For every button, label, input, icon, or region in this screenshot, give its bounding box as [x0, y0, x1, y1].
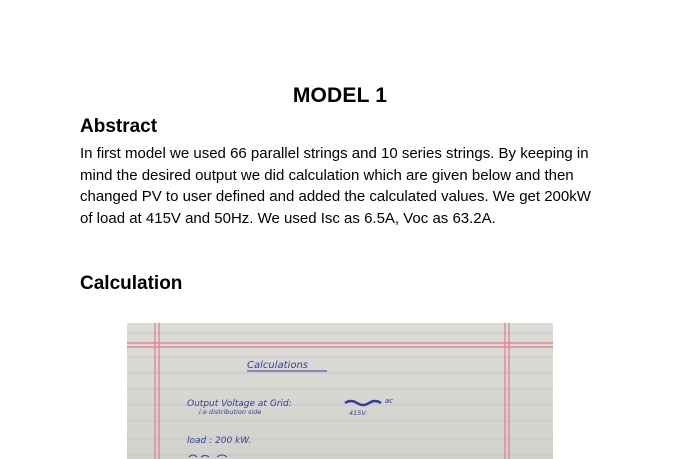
abstract-body: In first model we used 66 parallel strings and 10 series strings. By keeping in mind the desired output we did calculation which are given below and then changed PV to user defined and added the calculated values. We get 200kW of load at 415V and 50Hz. We used Isc as 6.5A, Voc as 63.2A.	[80, 145, 591, 227]
photo-line-1: Output Voltage at Grid:	[187, 399, 292, 409]
calculation-heading: Calculation	[80, 273, 183, 294]
photo-title: Calculations	[247, 360, 308, 371]
handwritten-calculation-photo	[127, 323, 553, 459]
photo-line-1-suffix: ac	[385, 397, 394, 405]
scribble-mark	[345, 401, 381, 405]
abstract-heading: Abstract	[80, 116, 158, 137]
document-title: MODEL 1	[292, 84, 388, 107]
notebook-page-drawing	[127, 323, 553, 459]
photo-line-1-sub: i.e distribution side	[199, 408, 262, 416]
photo-line-2: load : 200 kW.	[187, 436, 252, 446]
photo-line-1-value: 415V.	[349, 409, 368, 417]
